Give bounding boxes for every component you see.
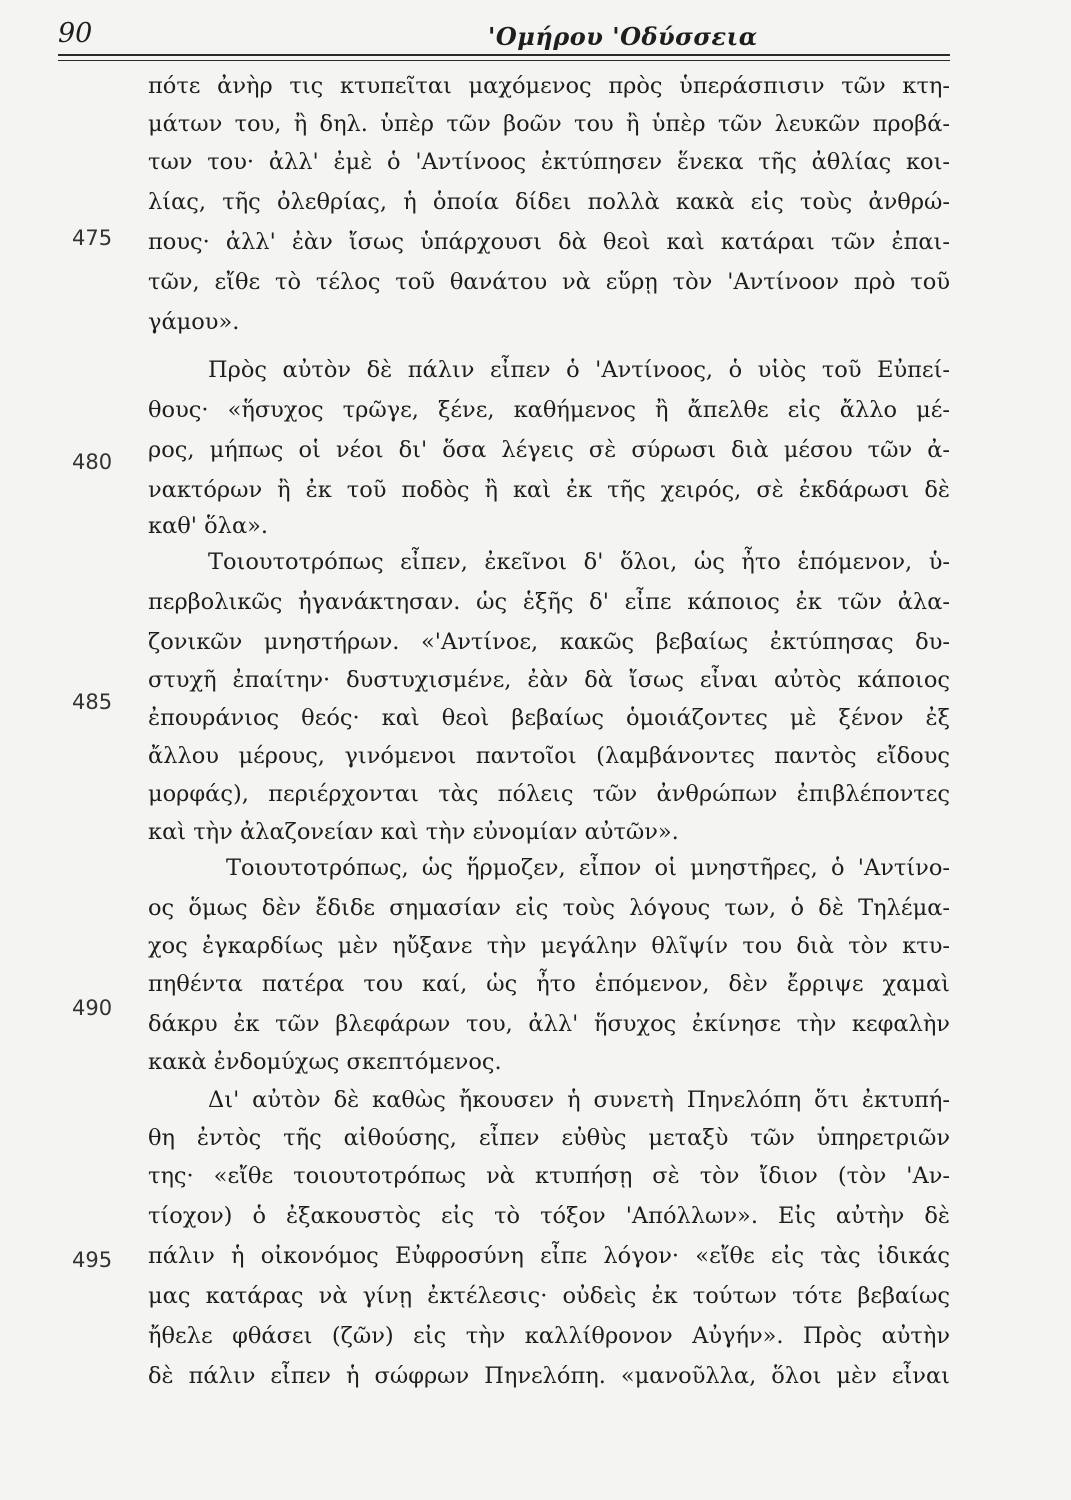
text-line: των του· ἀλλ' ἐμὲ ὁ 'Αντίνοος ἐκτύπησεν ἕνεκα τῆς ἀθλίας κοι-: [148, 149, 950, 175]
page-number: 90: [58, 18, 93, 49]
text-line: πηθέντα πατέρα του καί, ὡς ἦτο ἑπόμενον, δὲν ἔρριψε χαμαὶ: [148, 971, 950, 997]
text-line: καθ' ὅλα».: [148, 513, 269, 539]
header-rule: [58, 54, 950, 56]
text-line: δὲ πάλιν εἶπεν ἡ σώφρων Πηνελόπη. «μανοῦλλα, ὅλοι μὲν εἶναι: [148, 1363, 950, 1389]
text-line: τίοχον) ὁ ἐξακουστὸς εἰς τὸ τόξον 'Απόλλων». Εἰς αὐτὴν δὲ: [148, 1203, 950, 1229]
text-line: τῶν, εἴθε τὸ τέλος τοῦ θανάτου νὰ εὕρῃ τὸν 'Αντίνοον πρὸ τοῦ: [148, 269, 950, 295]
text-line: δάκρυ ἐκ τῶν βλεφάρων του, ἀλλ' ἥσυχος ἐκίνησε τὴν κεφαλὴν: [148, 1011, 950, 1037]
text-line: ρος, μήπως οἱ νέοι δι' ὅσα λέγεις σὲ σύρωσι διὰ μέσου τῶν ἀ-: [148, 437, 950, 463]
verse-number: 480: [72, 450, 113, 474]
page-header: [58, 14, 948, 54]
text-line: Τοιουτοτρόπως, ὡς ἥρμοζεν, εἶπον οἱ μνηστῆρες, ὁ 'Αντίνο-: [226, 855, 950, 881]
text-line: περβολικῶς ἠγανάκτησαν. ὡς ἑξῆς δ' εἶπε κάποιος ἐκ τῶν ἀλα-: [148, 589, 950, 615]
text-line: της· «εἴθε τοιουτοτρόπως νὰ κτυπήσῃ σὲ τὸν ἴδιον (τὸν 'Αν-: [148, 1163, 950, 1189]
verse-number: 490: [72, 996, 113, 1020]
text-line: μάτων του, ἢ δηλ. ὑπὲρ τῶν βοῶν του ἢ ὑπὲρ τῶν λευκῶν προβά-: [148, 111, 950, 137]
text-line: Τοιουτοτρόπως εἶπεν, ἐκεῖνοι δ' ὅλοι, ὡς ἦτο ἑπόμενον, ὑ-: [208, 549, 950, 575]
text-line: στυχῆ ἐπαίτην· δυστυχισμένε, ἐὰν δὰ ἴσως εἶναι αὐτὸς κάποιος: [148, 667, 950, 693]
text-line: λίας, τῆς ὀλεθρίας, ἡ ὁποία δίδει πολλὰ κακὰ εἰς τοὺς ἀνθρώ-: [148, 189, 950, 215]
text-line: χος ἐγκαρδίως μὲν ηὔξανε τὴν μεγάλην θλῖψίν του διὰ τὸν κτυ-: [148, 933, 950, 959]
text-line: ἤθελε φθάσει (ζῶν) εἰς τὴν καλλίθρονον Αὐγήν». Πρὸς αὐτὴν: [148, 1323, 950, 1349]
text-line: μας κατάρας νὰ γίνῃ ἐκτέλεσις· οὐδεὶς ἐκ τούτων τότε βεβαίως: [148, 1283, 950, 1309]
text-line: ζονικῶν μνηστήρων. «'Αντίνοε, κακῶς βεβαίως ἐκτύπησας δυ-: [148, 629, 950, 655]
text-line: πάλιν ἡ οἰκονόμος Εὐφροσύνη εἶπε λόγον· «εἴθε εἰς τὰς ἰδικάς: [148, 1243, 950, 1269]
verse-number: 475: [72, 226, 113, 250]
verse-number: 485: [72, 690, 113, 714]
text-line: Πρὸς αὐτὸν δὲ πάλιν εἶπεν ὁ 'Αντίνοος, ὁ υἱὸς τοῦ Εὐπεί-: [208, 357, 950, 383]
text-line: μορφάς), περιέρχονται τὰς πόλεις τῶν ἀνθρώπων ἐπιβλέποντες: [148, 781, 950, 807]
verse-number: 495: [72, 1248, 113, 1272]
text-line: θη ἐντὸς τῆς αἰθούσης, εἶπεν εὐθὺς μεταξὺ τῶν ὑπηρετριῶν: [148, 1125, 950, 1151]
text-line: θους· «ἥσυχος τρῶγε, ξένε, καθήμενος ἢ ἄπελθε εἰς ἄλλο μέ-: [148, 397, 950, 423]
text-line: γάμου».: [148, 309, 240, 335]
text-line: ος ὅμως δὲν ἔδιδε σημασίαν εἰς τοὺς λόγους των, ὁ δὲ Τηλέμα-: [148, 895, 950, 921]
text-line: κακὰ ἐνδομύχως σκεπτόμενος.: [148, 1049, 502, 1075]
text-line: νακτόρων ἢ ἐκ τοῦ ποδὸς ἢ καὶ ἐκ τῆς χειρός, σὲ ἐκδάρωσι δὲ: [148, 477, 950, 503]
running-title: 'Ομήρου 'Οδύσσεια: [488, 22, 758, 51]
text-line: Δι' αὐτὸν δὲ καθὼς ἤκουσεν ἡ συνετὴ Πηνελόπη ὅτι ἐκτυπή-: [208, 1087, 950, 1113]
text-line: καὶ τὴν ἀλαζονείαν καὶ τὴν εὐνομίαν αὐτῶν».: [148, 819, 679, 845]
text-line: πότε ἀνὴρ τις κτυπεῖται μαχόμενος πρὸς ὑπεράσπισιν τῶν κτη-: [148, 73, 950, 99]
header-rule-thin: [58, 60, 950, 61]
text-line: ἄλλου μέρους, γινόμενοι παντοῖοι (λαμβάνοντες παντὸς εἴδους: [148, 743, 950, 769]
text-line: ἐπουράνιος θεός· καὶ θεοὶ βεβαίως ὁμοιάζοντες μὲ ξένον ἐξ: [148, 705, 950, 731]
text-line: πους· ἀλλ' ἐὰν ἴσως ὑπάρχουσι δὰ θεοὶ καὶ κατάραι τῶν ἐπαι-: [148, 229, 950, 255]
